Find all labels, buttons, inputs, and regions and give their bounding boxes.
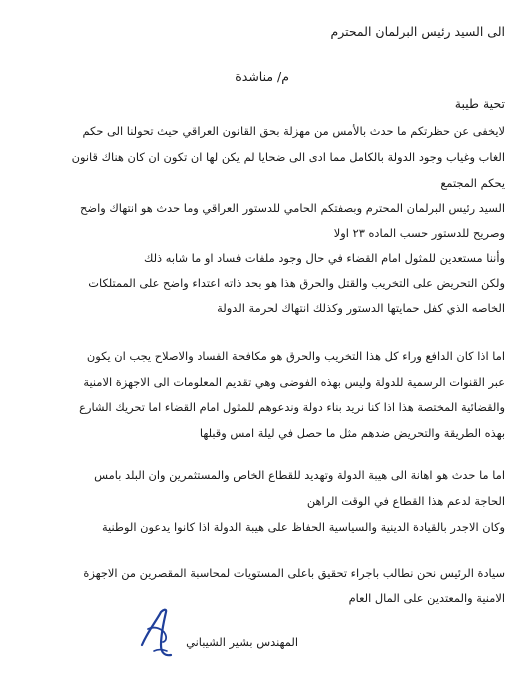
body-line: الحاجة لدعم هذا القطاع في الوقت الراهن [306, 494, 505, 508]
body-line: لايخفى عن حظرتكم ما حدث بالأمس من مهزلة بحق القانون العراقي حيث تحولنا الى حكم [82, 124, 505, 138]
greeting-line: تحية طيبة [454, 96, 505, 111]
body-line: اما ما حدث هو اهانة الى هيبة الدولة وتهديد للقطاع الخاص والمستثمرين وان البلد بامس [94, 468, 505, 482]
body-line: والقضائية المختصة هذا اذا كنا نريد بناء دولة وندعوهم للمثول امام القضاء اما تحريك الشارع [79, 400, 505, 414]
recipient-line: الى السيد رئيس البرلمان المحترم [330, 24, 505, 39]
body-line: سيادة الرئيس نحن نطالب باجراء تحقيق باعلى المستويات لمحاسبة المقصرين من الاجهزة [83, 566, 505, 580]
body-line: وكان الاجدر بالقيادة الدينية والسياسية الحفاظ على هيبة الدولة اذا كانوا يدعون الوطنية [101, 520, 505, 534]
body-line: وصريح للدستور حسب الماده ٢٣ اولا [333, 226, 505, 240]
body-line: الغاب وغياب وجود الدولة بالكامل مما ادى الى ضحايا لم يكن لها ان تكون ان كان هناك قانون [71, 150, 505, 164]
body-line: ولكن التحريض على التخريب والقتل والحرق هذا هو بحد ذاته اعتداء واضح على الممتلكات [88, 276, 505, 290]
handwritten-signature [136, 598, 182, 660]
body-line: الخاصه الذي كفل حمايتها الدستور وكذلك انتهاك لحرمة الدولة [217, 301, 505, 315]
body-line: الامنية والمعتدين على المال العام [348, 591, 505, 605]
signature-tick [154, 650, 167, 652]
subject-line: م/ مناشدة [235, 69, 289, 84]
signature-stroke [142, 610, 171, 655]
body-line: عبر القنوات الرسمية للدولة وليس بهذه الفوضى وهي تقديم المعلومات الى الاجهزة الامنية [83, 375, 505, 389]
signatory-name: المهندس بشير الشيباني [186, 635, 298, 649]
body-line: السيد رئيس البرلمان المحترم وبصفتكم الحامي للدستور العراقي وما حدث هو انتهاك واضح [80, 201, 505, 215]
body-line: وأننا مستعدين للمثول امام القضاء في حال وجود ملفات فساد او ما شابه ذلك [143, 251, 505, 265]
body-line: اما اذا كان الدافع وراء كل هذا التخريب والحرق هو مكافحة الفساد والاصلاح يجب ان يكون [86, 349, 505, 363]
body-line: بهذه الطريقة والتحريض ضدهم مثل ما حصل في ليلة امس وقبلها [199, 426, 505, 440]
body-line: يحكم المجتمع [440, 176, 505, 190]
